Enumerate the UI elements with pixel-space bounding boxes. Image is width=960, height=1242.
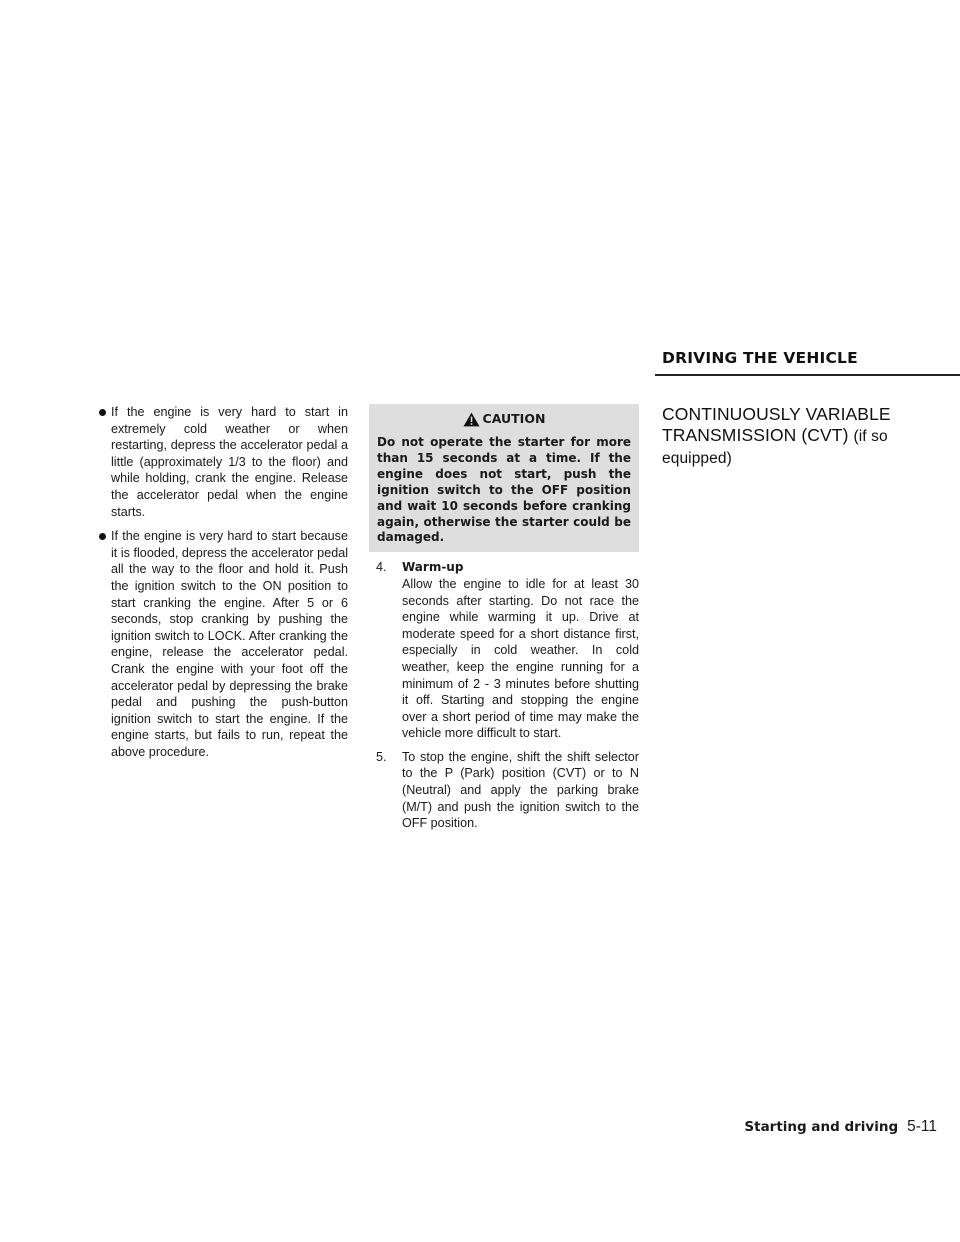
caution-title: CAUTION [482, 410, 546, 426]
bullet-icon [99, 533, 106, 540]
step-number: 5. [376, 749, 387, 764]
column-middle [369, 404, 639, 832]
caution-box [369, 404, 639, 552]
step-stop [369, 749, 639, 832]
page-footer [744, 1118, 937, 1136]
page-number: 5-11 [907, 1118, 937, 1135]
warning-icon [463, 412, 480, 427]
section-heading: DRIVING THE VEHICLE [662, 349, 858, 367]
step-warmup [369, 559, 639, 742]
step-number: 4. [376, 560, 387, 575]
column-right [662, 404, 917, 469]
footer-section-title: Starting and driving [744, 1119, 899, 1135]
cvt-title: CONTINUOUSLY VARIABLE TRANSMISSION (CVT) [662, 404, 891, 445]
list-item [96, 528, 348, 760]
bullet-text: If the engine is very hard to start in extremely cold weather or when restarting, depress the accelerator pedal a little (approximately 1/3 to the floor) and while holding, crank the engine. Release the accelerator pedal when the engine starts. [111, 405, 348, 519]
bullet-icon [99, 409, 106, 416]
caution-header [377, 408, 631, 430]
cvt-heading [662, 404, 917, 469]
step-body: Allow the engine to idle for at least 30 seconds after starting. Do not race the engine while warming it up. Drive at moderate speed for a short distance first, especially in cold weather. In cold weather, keep the engine running for a minimum of 2 - 3 minutes before shutting it off. Starting and stopping the engine over a short period of time may make the vehicle more difficult to start. [402, 576, 639, 741]
step-body: To stop the engine, shift the shift selector to the P (Park) position (CVT) or to N (Neutral) and apply the parking brake (M/T) and push the ignition switch to the OFF position. [402, 749, 639, 831]
bullet-text: If the engine is very hard to start because it is flooded, depress the accelerator pedal all the way to the floor and hold it. Push the ignition switch to the ON position to start cranking the engine. After 5 or 6 seconds, stop cranking by pushing the ignition switch to LOCK. After cranking the engine, release the accelerator pedal. Crank the engine with your foot off the accelerator pedal by depressing the brake pedal and pushing the push-button ignition switch to start the engine. If the engine starts, but fails to run, repeat the above procedure. [111, 529, 348, 759]
column-left [96, 404, 348, 768]
cvt-title-suffix: (if so equipped) [662, 428, 888, 467]
list-item [96, 404, 348, 520]
caution-text: Do not operate the starter for more than 15 seconds at a time. If the engine does not start, push the ignition switch to the OFF position and wait 10 seconds before cranking again, otherwise the starter could be damaged. [377, 435, 631, 545]
step-title: Warm-up [402, 560, 464, 575]
heading-rule [655, 374, 960, 376]
